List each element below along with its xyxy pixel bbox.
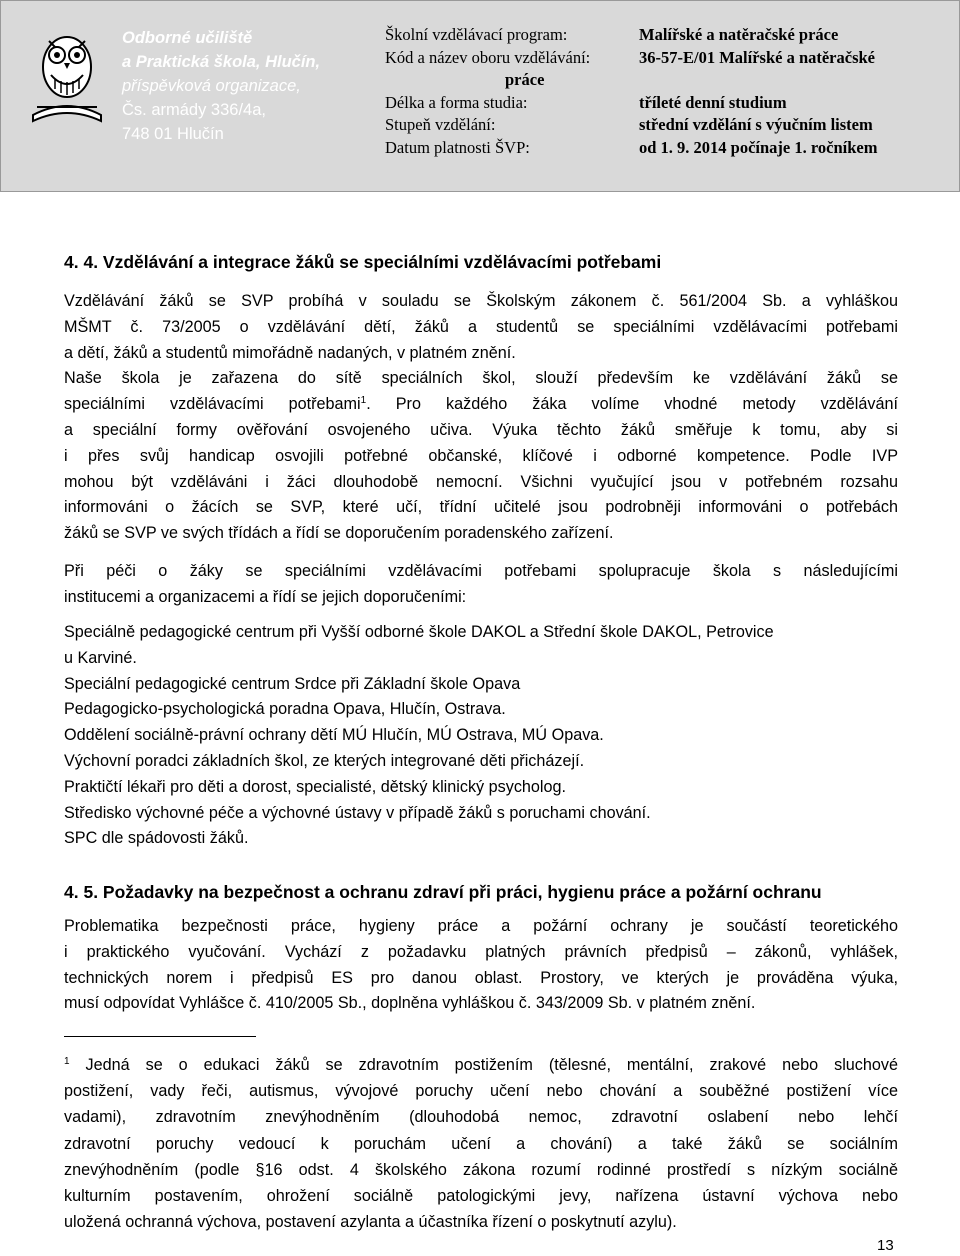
footnote-line	[64, 1052, 898, 1078]
program-row	[385, 24, 945, 47]
section-4-4-paragraph-2	[64, 559, 898, 611]
text-line: Problematika bezpečnosti práce, hygieny práce a požární ochrany je součástí teoretického	[64, 917, 898, 935]
text-fragment: . Pro každého žáka volíme vhodné metody vzdělávání	[366, 395, 898, 414]
list-item: Speciální pedagogické centrum Srdce při Základní škole Opava	[64, 674, 521, 693]
education-level-row	[385, 114, 945, 137]
list-item: Speciálně pedagogické centrum při Vyšší odborné škole DAKOL a Střední škole DAKOL, Petrovice	[64, 623, 774, 641]
page-number: 13	[877, 1237, 894, 1254]
list-item: SPC dle spádovosti žáků.	[64, 829, 249, 848]
section-heading-4-4: 4. 4. Vzdělávání a integrace žáků se speciálními vzdělávacími potřebami	[64, 252, 662, 272]
section-4-4-paragraph-1	[64, 289, 898, 547]
school-name-line: Odborné učiliště	[122, 29, 253, 47]
study-length-row	[385, 92, 945, 115]
field-code-value: 36-57-E/01 Malířské a natěračské	[639, 47, 876, 67]
program-info	[385, 24, 945, 159]
text-line: mohou být vzděláváni i žáci dlouhodobě nemocní. Všichni vyučující jsou v potřebném rozsahu	[64, 472, 898, 491]
field-code-row-continued	[385, 69, 945, 92]
school-address-line: Čs. armády 336/4a,	[122, 101, 266, 119]
text-line: i přes svůj handicap osvojili potřebné občanské, klíčové i odborné kompetence. Podle IVP	[64, 446, 898, 465]
validity-value: od 1. 9. 2014 počínaje 1. ročníkem	[639, 137, 878, 157]
owl-logo-icon	[27, 27, 107, 127]
school-name-line: příspěvková organizace,	[122, 77, 301, 95]
text-line: žáků se SVP ve svých třídách a řídí se doporučením poradenského zařízení.	[64, 524, 614, 543]
text-line: i praktického vyučování. Vychází z požadavku platných právních předpisů – zákonů, vyhlášek,	[64, 942, 898, 961]
text-line: technických norem i předpisů ES pro danou oblast. Prostory, ve kterých je prováděna výuka,	[64, 968, 898, 987]
section-4-5-paragraph	[64, 914, 898, 1017]
text-line: Při péči o žáky se speciálními vzdělávacími potřebami spolupracuje škola s následujícími	[64, 562, 898, 580]
text-line: a speciální formy ověřování osvojeného učiva. Výuka těchto žáků směřuje k tomu, aby si	[64, 420, 898, 439]
footnote	[64, 1052, 898, 1235]
list-item: Pedagogicko-psychologická poradna Opava, Hlučín, Ostrava.	[64, 700, 506, 719]
text-line	[64, 392, 898, 418]
school-name	[122, 26, 372, 146]
text-line: Vzdělávání žáků se SVP probíhá v souladu se Školským zákonem č. 561/2004 Sb. a vyhláškou	[64, 292, 898, 310]
text-line: musí odpovídat Vyhlášce č. 410/2005 Sb., doplněna vyhláškou č. 343/2009 Sb. v platném znění.	[64, 994, 756, 1013]
section-heading-4-5: 4. 5. Požadavky na bezpečnost a ochranu zdraví při práci, hygienu práce a požární ochranu	[64, 882, 822, 902]
list-item: Výchovní poradci základních škol, ze kterých integrované děti přicházejí.	[64, 751, 585, 770]
footnote-divider	[64, 1036, 256, 1037]
education-level-label: Stupeň vzdělání:	[385, 115, 496, 134]
text-line: MŠMT č. 73/2005 o vzdělávání dětí, žáků a studentů se speciálními vzdělávacími potřebami	[64, 317, 898, 336]
footnote-line: zdravotní poruchy vedoucí k poruchám učení a chování) a také žáků se sociálním	[64, 1134, 898, 1153]
list-item: Praktičtí lékaři pro děti a dorost, specialisté, dětský klinický psycholog.	[64, 777, 567, 796]
list-item: Oddělení sociálně-právní ochrany dětí MÚ Hlučín, MÚ Ostrava, MÚ Opava.	[64, 726, 604, 745]
validity-row	[385, 137, 945, 160]
text-line: a dětí, žáků a studentů mimořádně nadaných, v platném znění.	[64, 343, 516, 362]
institutions-list	[64, 620, 898, 852]
text-line: informováni o žácích se SVP, které učí, třídní učitelé jsou podrobněji informováni o potřebách	[64, 498, 898, 517]
footnote-line: vadami), zdravotním znevýhodněním (dlouhodobá nemoc, zdravotní oslabení nebo lehčí	[64, 1108, 898, 1127]
field-code-label: Kód a název oboru vzdělávání:	[385, 47, 591, 67]
footnote-reference[interactable]: 1	[360, 395, 367, 407]
footnote-line: uložená ochranná výchova, postavení azylanta a účastníka řízení o poskytnutí azylu).	[64, 1213, 677, 1232]
footnote-line: postižení, vady řeči, autismus, vývojové poruchy učení nebo chování a souběžné postižení více	[64, 1082, 898, 1101]
validity-label: Datum platnosti ŠVP:	[385, 137, 530, 157]
program-value: Malířské a natěračské práce	[639, 25, 839, 44]
school-address-line: 748 01 Hlučín	[122, 125, 224, 143]
list-item: Středisko výchovné péče a výchovné ústavy v případě žáků s poruchami chování.	[64, 803, 651, 822]
education-level-value: střední vzdělání s výučním listem	[639, 115, 873, 134]
list-item: u Karviné.	[64, 648, 137, 667]
study-length-value: tříleté denní studium	[639, 92, 787, 112]
school-name-line: a Praktická škola, Hlučín,	[122, 53, 321, 71]
field-code-value-continued: práce	[505, 70, 545, 89]
text-line: institucemi a organizacemi a řídí se jejich doporučeními:	[64, 587, 467, 606]
footnote-mark: 1	[64, 1056, 70, 1067]
footnote-line: znevýhodněním (podle §16 odst. 4 školského zákona rozumí rodinné prostředí s nízkým sociálně	[64, 1160, 898, 1179]
program-label: Školní vzdělávací program:	[385, 25, 568, 44]
footnote-line: kulturním postavením, ohrožení sociálně patologickými jevy, nařízena ústavní výchova nebo	[64, 1187, 898, 1206]
text-line: Naše škola je zařazena do sítě speciálních škol, slouží především ke vzdělávání žáků se	[64, 369, 898, 388]
text-fragment: speciálními vzdělávacími potřebami	[64, 395, 361, 414]
study-length-label: Délka a forma studia:	[385, 92, 528, 112]
document-header	[0, 0, 960, 192]
footnote-text: Jedná se o edukaci žáků se zdravotním postižením (tělesné, mentální, zrakové nebo sluchové	[85, 1056, 898, 1074]
field-code-row	[385, 47, 945, 70]
